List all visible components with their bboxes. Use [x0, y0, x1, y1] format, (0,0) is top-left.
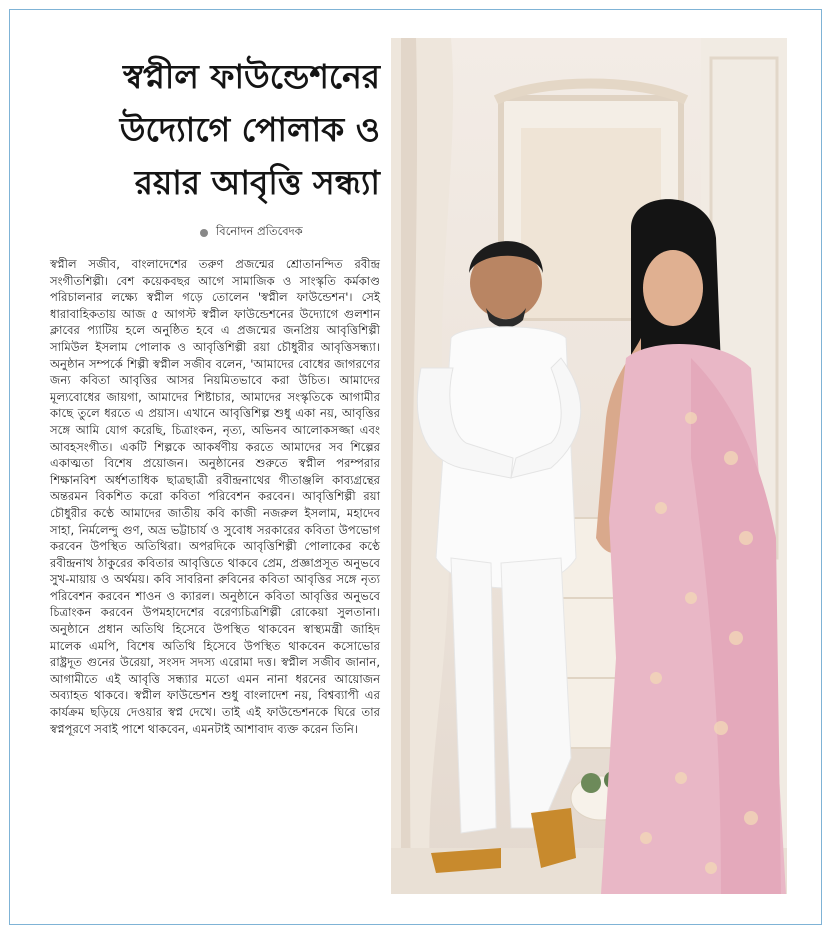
headline-line: স্বপ্নীল ফাউন্ডেশনের [123, 57, 380, 96]
bullet-icon [200, 229, 208, 237]
byline [200, 223, 380, 242]
byline-text: বিনোদন প্রতিবেদক [216, 224, 303, 238]
headline-line: রয়ার আবৃত্তি সন্ধ্যা [134, 163, 380, 202]
man-leg-left [451, 558, 496, 833]
photo-illustration [391, 38, 787, 894]
woman-face [643, 250, 703, 326]
headline-line: উদ্যোগে পোলাক ও [119, 110, 380, 149]
article-photo [391, 38, 787, 894]
man-leg-right [501, 558, 571, 828]
article-headline [50, 50, 380, 209]
news-article [50, 50, 380, 737]
article-body: স্বপ্নীল সজীব, বাংলাদেশের তরুণ প্রজন্মের শ্রোতানন্দিত রবীন্দ্র সংগীতশিল্পী। বেশ কয়েকবছর আগে সামাজিক ও সাংস্কৃতি কর্মকাণ্ড পরিচালনার লক্ষ্যে স্বপ্নীল গড়ে তোলেন 'স্বপ্নীল ফাউন্ডেশন'। সেই ধারাবাহিকতায় আজ ৫ আগস্ট স্বপ্নীল ফাউন্ডেশনের উদ্যোগে গুলশান ক্লাবের প্যাটিয় হলে অনুষ্ঠিত হবে এ প্রজন্মের জনপ্রিয় আবৃত্তিশিল্পী সামিউল ইসলাম পোলাক ও আবৃত্তিশিল্পী রয়া চৌধুরীর আবৃত্তিসন্ধ্যা। অনুষ্ঠান সম্পর্কে শিল্পী স্বপ্নীল সজীব বলেন, 'আমাদের বোধের জাগরণের জন্য কবিতা আবৃত্তির আসর নিয়মিতভাবে করা উচিত। আমাদের মূল্যবোধের জায়গা, আমাদের শিষ্টাচার, আমাদের সংস্কৃতিকে আগামীর কাছে তুলে ধরতে এ প্রয়াস। এখানে আবৃত্তিশিল্প শুধু একা নয়, আবৃত্তির সঙ্গে আমি যোগ করেছি, চিত্রাংকন, নৃত্য, অভিনব আলোকসজ্জা এবং আবহসংগীত। একটি শিল্পকে আকর্ষণীয় করতে আমাদের সব শিল্পের একাত্মতা বিশেষ প্রয়োজন। অনুষ্ঠানের শুরুতে স্বপ্নীল পরম্পরার শিক্ষানবিশ অর্ধশতাধিক ছাত্রছাত্রী রবীন্দ্রনাথের গীতাঞ্জলি কাব্যগ্রন্থের অন্তরমন বিকশিত করো কবিতা পরিবেশন করবেন। আবৃত্তিশিল্পী রয়া চৌধুরীর কণ্ঠে আমাদের জাতীয় কবি কাজী নজরুল ইসলাম, মহাদেব সাহা, নির্মলেন্দু গুণ, অভ্র ভট্টাচার্য ও সুবোধ সরকারের কবিতা উপভোগ করবেন উপস্থিত অতিথিরা। অপরদিকে আবৃত্তিশিল্পী পোলাকের কণ্ঠে রবীন্দ্রনাথ ঠাকুরের কবিতার আবৃত্তিতে থাকবে প্রেম, প্রজ্ঞাপ্রসূত অনুভবে সুখ-মায়ায় ও অর্থময়। কবি সাবরিনা রুবিনের কবিতা আবৃত্তির সঙ্গে নৃত্য পরিবেশন করবেন শাওন ও ক্যারল। অনুষ্ঠানে কবিতা আবৃত্তির অনুভবে চিত্রাংকন করবেন উপমহাদেশের বরেণ্যচিত্রশিল্পী রোকেয়া সুলতানা। অনুষ্ঠানে প্রধান অতিথি হিসেবে উপস্থিত থাকবেন স্বাস্থ্যমন্ত্রী জাহিদ মালেক এমপি, বিশেষ অতিথি হিসেবে উপস্থিত থাকবেন কসোভোর রাষ্ট্রদূত গুনের উরেয়া, সংসদ সদস্য এরোমা দত্ত। স্বপ্নীল সজীব জানান, আগামীতে এই আবৃত্তি সন্ধ্যার মতো এমন নানা ধরনের আয়োজন অব্যাহত থাকবে। স্বপ্নীল ফাউন্ডেশন শুধু বাংলাদেশ নয়, বিশ্বব্যাপী এর কার্যক্রম ছড়িয়ে দেওয়ার স্বপ্ন দেখে। তাই এই ফাউন্ডেশনকে ঘিরে তার স্বপ্নপূরণে সবাই পাশে থাকবেন, এমনটাই আশাবাদ ব্যক্ত করেন তিনি। [50, 257, 380, 736]
